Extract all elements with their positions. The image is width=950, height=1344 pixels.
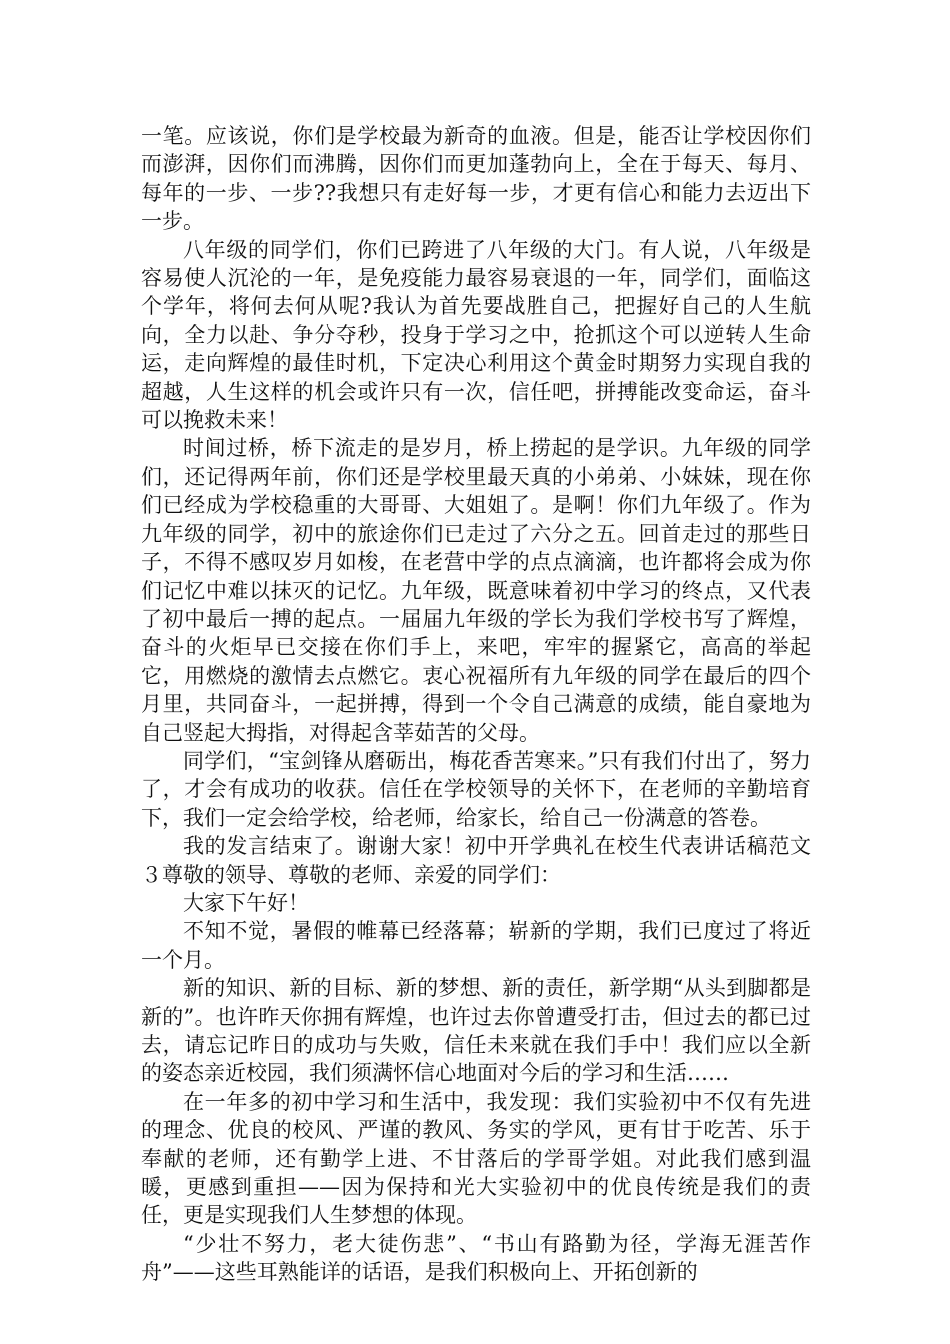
paragraph-grade-nine: 时间过桥，桥下流走的是岁月，桥上捞起的是学识。九年级的同学们，还记得两年前，你们还是学校里最天真的小弟弟、小妹妹，现在你们已经成为学校稳重的大哥哥、大姐姐了。是啊！你们九年级了。作为九年级的同学，初中的旅途你们已走过了六分之五。回首走过的那些日子，不得不感叹岁月如梭，在老营中学的点点滴滴，也许都将会成为你们记忆中难以抹灭的记忆。九年级，既意味着初中学习的终点，又代表了初中最后一搏的起点。一届届九年级的学长为我们学校书写了辉煌，奋斗的火炬早已交接在你们手上，来吧，牢牢的握紧它，高高的举起它，用燃烧的激情去点燃它。衷心祝福所有九年级的同学在最后的四个月里，共同奋斗，一起拼搏，得到一个令自己满意的成绩，能自豪地为自己竖起大拇指，对得起含莘茹苦的父母。 <box>141 436 811 745</box>
paragraph-speech-end: 我的发言结束了。谢谢大家！初中开学典礼在校生代表讲话稿范文３尊敬的领导、尊敬的老师、亲爱的同学们： <box>141 834 811 887</box>
paragraph-school-life: 在一年多的初中学习和生活中，我发现：我们实验初中不仅有先进的理念、优良的校风、严谨的教风、务实的学风，更有甘于吃苦、乐于奉献的老师，还有勤学上进、不甘落后的学哥学姐。对此我们感到温暖，更感到重担——因为保持和光大实验初中的优良传统是我们的责任，更是实现我们人生梦想的体现。 <box>141 1089 811 1228</box>
paragraph-summer: 不知不觉，暑假的帷幕已经落幕；崭新的学期，我们已度过了将近一个月。 <box>141 919 811 972</box>
paragraph-continued: 一笔。应该说，你们是学校最为新奇的血液。但是，能否让学校因你们而澎湃，因你们而沸腾，因你们而更加蓬勃向上，全在于每天、每月、每年的一步、一步??我想只有走好每一步，才更有信心和能力去迈出下一步。 <box>141 124 811 234</box>
paragraph-new-semester: 新的知识、新的目标、新的梦想、新的责任，新学期“从头到脚都是新的”。也许昨天你拥有辉煌，也许过去你曾遭受打击，但过去的都已过去，请忘记昨日的成功与失败，信任未来就在我们手中！我们应以全新的姿态亲近校园，我们须满怀信心地面对今后的学习和生活…… <box>141 976 811 1086</box>
paragraph-greeting: 大家下午好！ <box>183 890 309 915</box>
paragraph-proverbs: “少壮不努力，老大徒伤悲”、“书山有路勤为径，学海无涯苦作舟”——这些耳熟能详的话语，是我们积极向上、开拓创新的 <box>141 1231 811 1285</box>
paragraph-grade-eight: 八年级的同学们，你们已跨进了八年级的大门。有人说，八年级是容易使人沉沦的一年，是免疫能力最容易衰退的一年，同学们，面临这个学年，将何去何从呢?我认为首先要战胜自己，把握好自己的人生航向，全力以赴、争分夺秒，投身于学习之中，抢抓这个可以逆转人生命运，走向辉煌的最佳时机，下定决心利用这个黄金时期努力实现自我的超越，人生这样的机会或许只有一次，信任吧，拼搏能改变命运，奋斗可以挽救未来！ <box>141 237 811 433</box>
document-body <box>141 122 811 1287</box>
paragraph-classmates: 同学们，“宝剑锋从磨砺出，梅花香苦寒来。”只有我们付出了，努力了，才会有成功的收获。信任在学校领导的关怀下，在老师的辛勤培育下，我们一定会给学校，给老师，给家长，给自己一份满意的答卷。 <box>141 748 811 830</box>
